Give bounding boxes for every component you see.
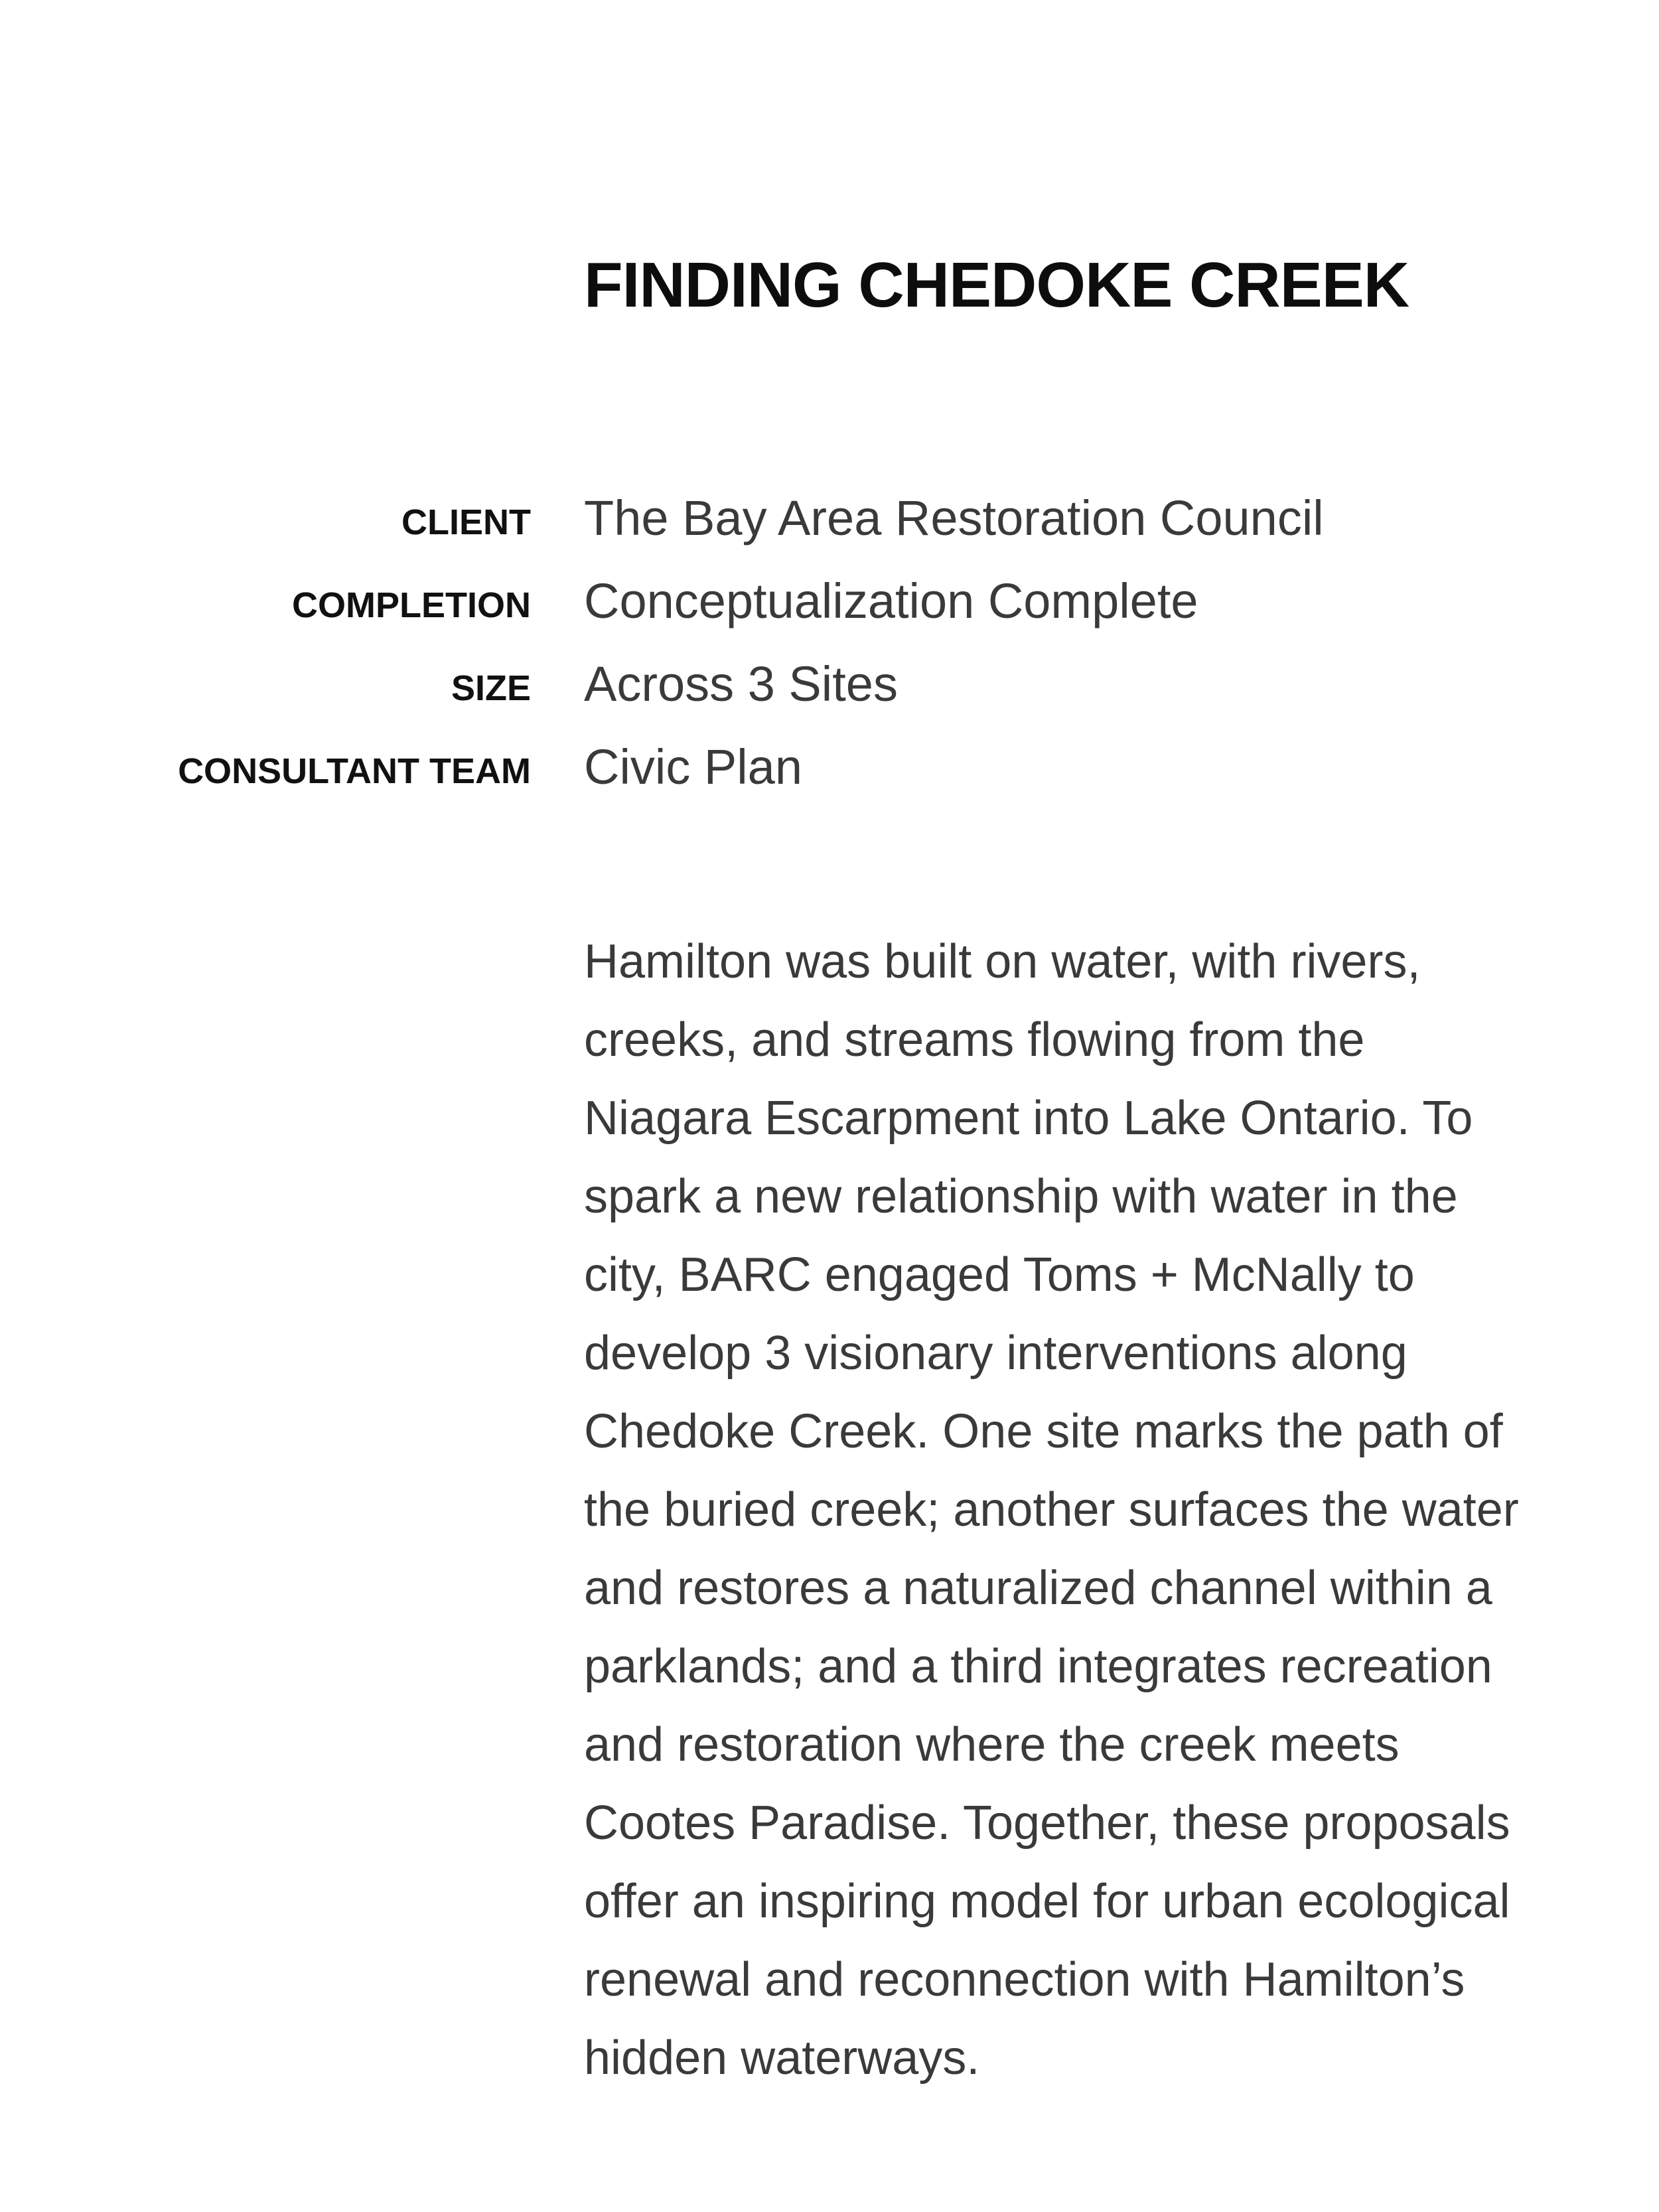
description-line: creeks, and streams flowing from the (584, 1013, 1365, 1067)
description-line: offer an inspiring model for urban ecological (584, 1875, 1510, 1928)
description-line: Hamilton was built on water, with rivers, (584, 935, 1421, 988)
description-line: Niagara Escarpment into Lake Ontario. To (584, 1092, 1473, 1145)
client-value: The Bay Area Restoration Council (584, 490, 1324, 546)
completion-value: Conceptualization Complete (584, 573, 1198, 628)
description-line: hidden waterways. (584, 2031, 980, 2085)
description-line: Chedoke Creek. One site marks the path of (584, 1405, 1503, 1458)
consultant-team-label: CONSULTANT TEAM (178, 751, 531, 791)
description-line: the buried creek; another surfaces the water (584, 1483, 1519, 1536)
description-line: develop 3 visionary interventions along (584, 1327, 1407, 1380)
description-line: renewal and reconnection with Hamilton’s (584, 1953, 1465, 2006)
description-line: Cootes Paradise. Together, these proposals (584, 1797, 1510, 1850)
detail-row-size (0, 657, 1659, 723)
description-line: and restores a naturalized channel within a (584, 1562, 1492, 1615)
completion-label: COMPLETION (292, 585, 531, 625)
description-line: spark a new relationship with water in the (584, 1170, 1458, 1223)
detail-row-consultant-team (0, 740, 1659, 806)
detail-row-client (0, 491, 1659, 557)
size-value: Across 3 Sites (584, 656, 898, 711)
description-line: city, BARC engaged Toms + McNally to (584, 1248, 1415, 1301)
description-line: and restoration where the creek meets (584, 1718, 1400, 1771)
project-description (584, 922, 1593, 2097)
size-label: SIZE (451, 668, 531, 708)
page-title: FINDING CHEDOKE CREEK (584, 250, 1409, 321)
client-label: CLIENT (401, 502, 531, 542)
consultant-team-value: Civic Plan (584, 739, 802, 794)
description-line: parklands; and a third integrates recreation (584, 1640, 1492, 1693)
detail-row-completion (0, 574, 1659, 640)
